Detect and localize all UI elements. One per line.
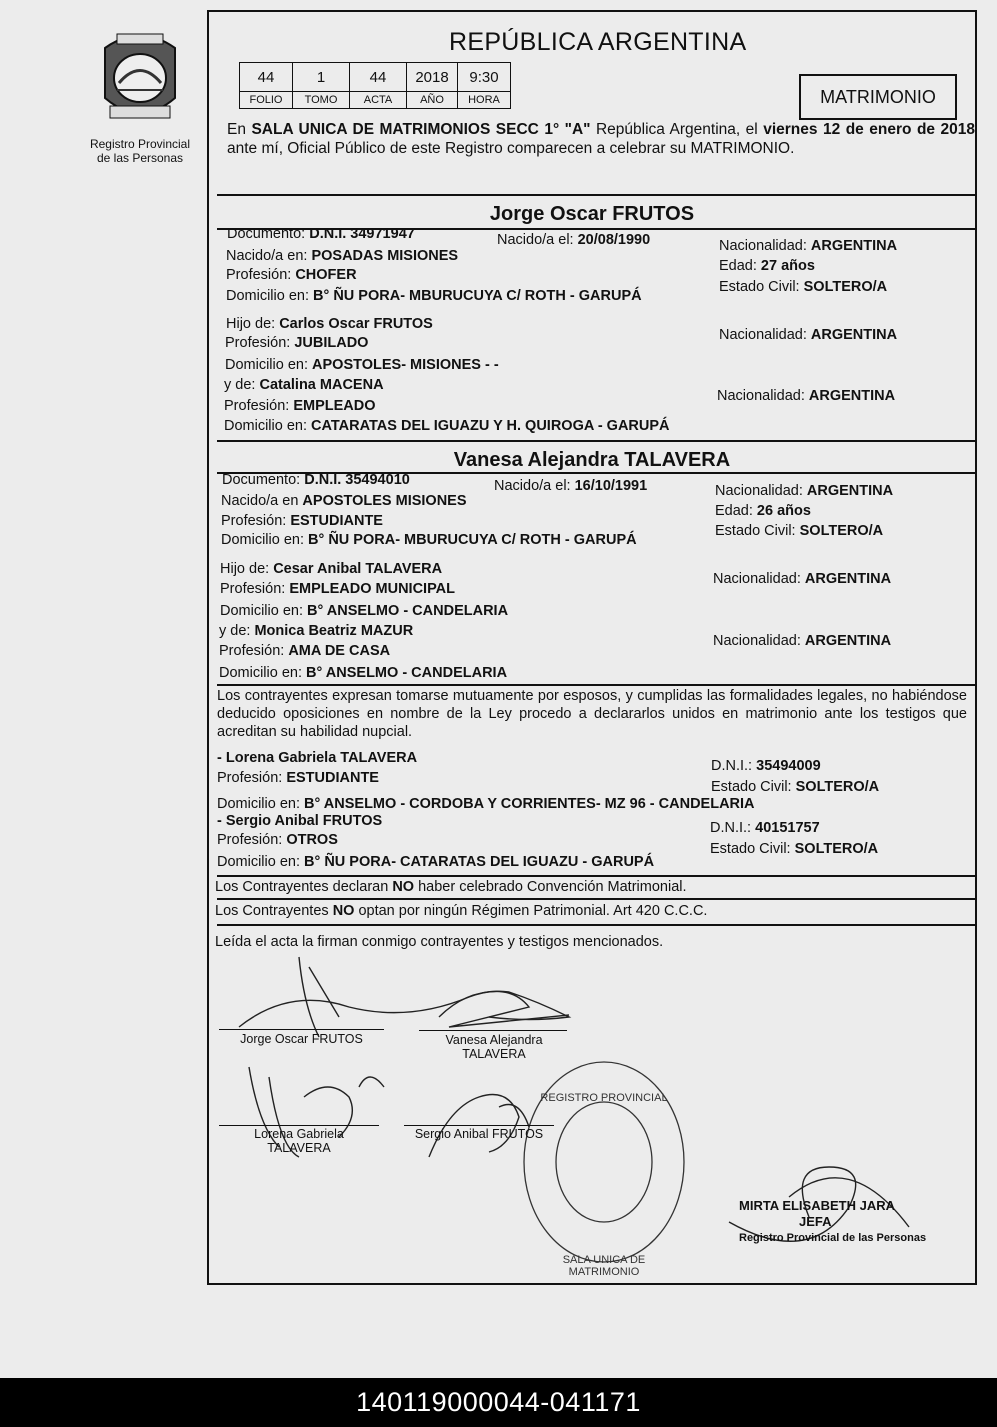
document-code-bar: 140119000044-041171 bbox=[0, 1378, 997, 1427]
intro-office: SALA UNICA DE MATRIMONIOS SECC 1° "A" bbox=[251, 121, 591, 138]
c2-nacido-el: Nacido/a el: 16/10/1991 bbox=[494, 478, 648, 494]
c1-padre: Hijo de: Carlos Oscar FRUTOS bbox=[226, 316, 433, 332]
c1-madre-domicilio: Domicilio en: CATARATAS DEL IGUAZU Y H. QUIROGA - GARUPÁ bbox=[224, 418, 670, 434]
c2-madre-profesion: Profesión: AMA DE CASA bbox=[219, 643, 391, 659]
divider bbox=[217, 440, 975, 442]
contrayente1-name: Jorge Oscar FRUTOS bbox=[489, 203, 695, 225]
c2-padre-nacionalidad: Nacionalidad: ARGENTINA bbox=[713, 571, 892, 587]
regimen-statement: Los Contrayentes NO optan por ningún Régimen Patrimonial. Art 420 C.C.C. bbox=[215, 903, 708, 919]
c2-nacionalidad: Nacionalidad: ARGENTINA bbox=[715, 483, 894, 499]
c2-madre: y de: Monica Beatriz MAZUR bbox=[219, 623, 414, 639]
c1-nacido-el: Nacido/a el: 20/08/1990 bbox=[497, 232, 651, 248]
firma-contrayente1: Jorge Oscar FRUTOS bbox=[240, 1032, 363, 1046]
c2-padre-profesion: Profesión: EMPLEADO MUNICIPAL bbox=[220, 581, 456, 597]
lectura-statement: Leída el acta la firman conmigo contrayentes y testigos mencionados. bbox=[215, 934, 664, 950]
testigo1-name: - Lorena Gabriela TALAVERA bbox=[217, 750, 418, 766]
testigo1-estado-civil: Estado Civil: SOLTERO/A bbox=[711, 779, 880, 795]
intro-paragraph bbox=[227, 120, 975, 158]
intro-text-1: En bbox=[227, 121, 252, 138]
c2-madre-nacionalidad: Nacionalidad: ARGENTINA bbox=[713, 633, 892, 649]
logo-caption-line1: Registro Provincial bbox=[89, 137, 191, 151]
testigo2-profesion: Profesión: OTROS bbox=[217, 832, 338, 848]
registry-logo bbox=[80, 28, 200, 165]
divider bbox=[217, 924, 975, 926]
signature-line bbox=[419, 1030, 567, 1031]
c1-padre-domicilio: Domicilio en: APOSTOLES- MISIONES - - bbox=[225, 357, 499, 373]
testigo1-profesion: Profesión: ESTUDIANTE bbox=[217, 770, 379, 786]
hora-label: HORA bbox=[458, 92, 511, 109]
certificate-type-box: MATRIMONIO bbox=[799, 74, 957, 120]
c1-documento: Documento: D.N.I. 34971947 bbox=[227, 226, 415, 242]
c2-domicilio: Domicilio en: B° ÑU PORA- MBURUCUYA C/ ROTH - GARUPÁ bbox=[221, 532, 637, 548]
c1-nacido-en: Nacido/a en: POSADAS MISIONES bbox=[226, 248, 459, 264]
firma-testigo1: Lorena Gabriela TALAVERA bbox=[254, 1127, 344, 1155]
acta-label: ACTA bbox=[350, 92, 407, 109]
testigo2-estado-civil: Estado Civil: SOLTERO/A bbox=[710, 841, 879, 857]
testigo2-dni: D.N.I.: 40151757 bbox=[710, 820, 820, 836]
intro-date: viernes 12 de enero de 2018 bbox=[763, 121, 975, 138]
folio-label: FOLIO bbox=[240, 92, 293, 109]
folio-value: 44 bbox=[240, 63, 293, 92]
registry-table bbox=[239, 62, 511, 109]
c1-padre-nacionalidad: Nacionalidad: ARGENTINA bbox=[719, 327, 898, 343]
testigo2-domicilio: Domicilio en: B° ÑU PORA- CATARATAS DEL IGUAZU - GARUPÁ bbox=[217, 854, 655, 870]
c1-domicilio: Domicilio en: B° ÑU PORA- MBURUCUYA C/ ROTH - GARUPÁ bbox=[226, 288, 642, 304]
acta-value: 44 bbox=[350, 63, 407, 92]
oficial-publico: MIRTA ELISABETH JARA JEFA Registro Provincial de las Personas bbox=[739, 1198, 927, 1244]
c1-madre-nacionalidad: Nacionalidad: ARGENTINA bbox=[717, 388, 896, 404]
c2-estado-civil: Estado Civil: SOLTERO/A bbox=[715, 523, 884, 539]
province-seal-icon bbox=[95, 28, 185, 128]
official-stamp: REGISTRO PROVINCIAL SALA UNICA DE MATRIMONIO bbox=[540, 1092, 668, 1278]
testigo1-dni: D.N.I.: 35494009 bbox=[711, 758, 821, 774]
testigo2-name: - Sergio Anibal FRUTOS bbox=[217, 813, 383, 829]
divider bbox=[217, 194, 975, 196]
c2-profesion: Profesión: ESTUDIANTE bbox=[221, 513, 383, 529]
hora-value: 9:30 bbox=[458, 63, 511, 92]
divider bbox=[217, 898, 975, 900]
signature-line bbox=[219, 1125, 379, 1126]
intro-text-2: República Argentina, el bbox=[590, 121, 764, 138]
c1-edad: Edad: 27 años bbox=[719, 258, 815, 274]
firma-testigo2: Sergio Anibal FRUTOS bbox=[414, 1127, 544, 1141]
testigo1-domicilio: Domicilio en: B° ANSELMO - CORDOBA Y CORRIENTES- MZ 96 - CANDELARIA bbox=[217, 796, 755, 812]
c1-madre-profesion: Profesión: EMPLEADO bbox=[224, 398, 376, 414]
firma-contrayente2: Vanesa Alejandra TALAVERA bbox=[445, 1033, 543, 1061]
c1-nacionalidad: Nacionalidad: ARGENTINA bbox=[719, 238, 898, 254]
c1-padre-profesion: Profesión: JUBILADO bbox=[225, 335, 369, 351]
c2-nacido-en: Nacido/a en APOSTOLES MISIONES bbox=[221, 493, 467, 509]
logo-caption-line2: de las Personas bbox=[96, 151, 184, 165]
c2-madre-domicilio: Domicilio en: B° ANSELMO - CANDELARIA bbox=[219, 665, 508, 681]
c2-padre-domicilio: Domicilio en: B° ANSELMO - CANDELARIA bbox=[220, 603, 509, 619]
document-title: REPÚBLICA ARGENTINA bbox=[449, 28, 747, 56]
c2-edad: Edad: 26 años bbox=[715, 503, 811, 519]
signature-line bbox=[219, 1029, 384, 1030]
tomo-value: 1 bbox=[293, 63, 350, 92]
logo-caption bbox=[80, 137, 200, 165]
convencion-statement: Los Contrayentes declaran NO haber celebrado Convención Matrimonial. bbox=[215, 879, 687, 895]
divider bbox=[217, 684, 975, 686]
c2-padre: Hijo de: Cesar Anibal TALAVERA bbox=[220, 561, 443, 577]
contrayente2-name: Vanesa Alejandra TALAVERA bbox=[453, 449, 731, 471]
c1-profesion: Profesión: CHOFER bbox=[226, 267, 357, 283]
tomo-label: TOMO bbox=[293, 92, 350, 109]
marriage-certificate bbox=[207, 10, 977, 1285]
c2-documento: Documento: D.N.I. 35494010 bbox=[222, 472, 410, 488]
c1-estado-civil: Estado Civil: SOLTERO/A bbox=[719, 279, 888, 295]
anio-label: AÑO bbox=[407, 92, 458, 109]
c1-madre: y de: Catalina MACENA bbox=[224, 377, 384, 393]
signature-line bbox=[404, 1125, 554, 1126]
declaracion-paragraph: Los contrayentes expresan tomarse mutuamente por esposos, y cumplidas las formalidades legales, no habiéndose deducido oposiciones en nombre de la Ley procedo a declararlos unidos en matrimonio ante los testigos que acreditan su habilidad nupcial. bbox=[217, 688, 967, 740]
anio-value: 2018 bbox=[407, 63, 458, 92]
divider bbox=[217, 875, 975, 877]
intro-text-3: ante mí, Oficial Público de este Registro comparecen a celebrar su MATRIMONIO. bbox=[227, 140, 795, 157]
